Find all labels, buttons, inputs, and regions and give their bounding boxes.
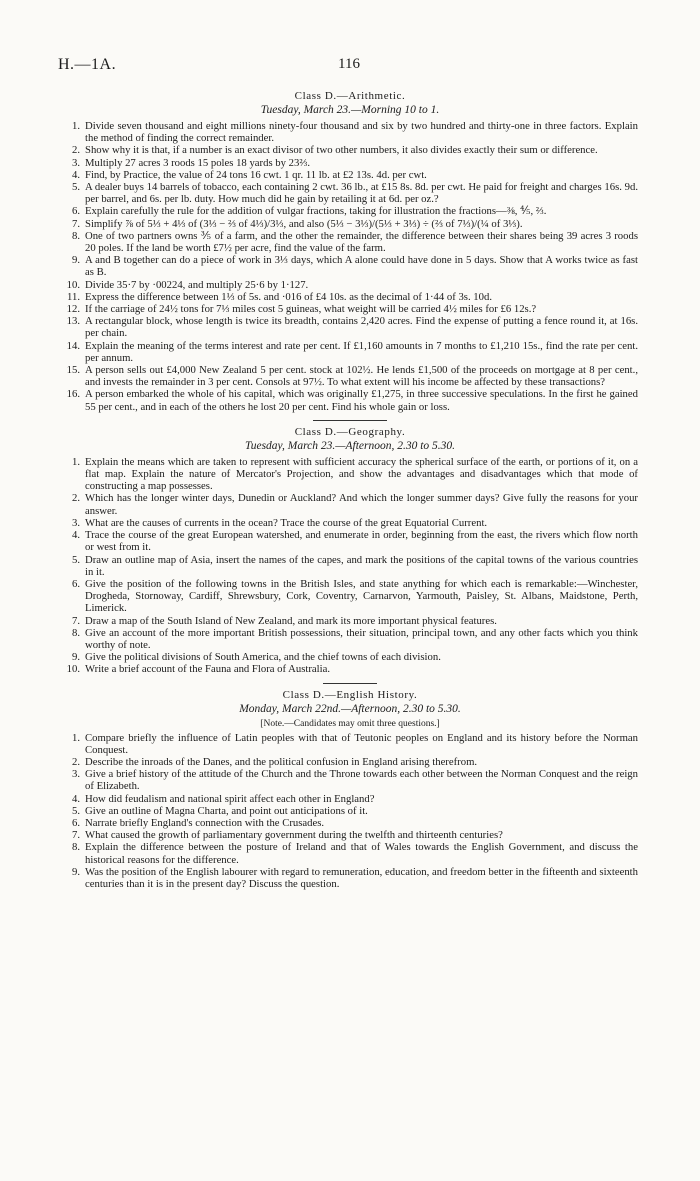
question-list <box>62 732 638 891</box>
question-item <box>62 817 638 829</box>
question-item <box>62 793 638 805</box>
question-item <box>62 169 638 181</box>
question-text: What are the causes of currents in the ocean? Trace the course of the great Equatorial Current. <box>85 516 488 529</box>
question-text: Trace the course of the great European watershed, and enumerate in order, beginning from the east, the rivers which flow north or west from it. <box>85 529 638 554</box>
question-text: A dealer buys 14 barrels of tobacco, each containing 2 cwt. 36 lb., at £15 8s. 8d. per cwt. He paid for freight and charges 16s. 9d. per barrel, and 6s. per lb. duty. How much did he gain by retailing it at 6d. per oz.? <box>85 181 638 206</box>
question-item <box>62 364 638 388</box>
question-number: 13. <box>66 315 80 328</box>
question-number: 3. <box>71 768 80 781</box>
question-number: 2. <box>71 144 80 157</box>
question-number: 8. <box>71 841 80 854</box>
question-item <box>62 279 638 291</box>
question-item <box>62 157 638 169</box>
question-number: 16. <box>66 388 80 401</box>
question-number: 9. <box>71 651 80 664</box>
question-text: A and B together can do a piece of work in 3⅓ days, which A alone could have done in 5 days. Show that A works twice as fast as B. <box>85 254 638 279</box>
question-text: Draw a map of the South Island of New Zealand, and mark its more important physical features. <box>85 614 497 627</box>
question-number: 1. <box>71 120 80 132</box>
question-text: Draw an outline map of Asia, insert the names of the capes, and mark the positions of the capital towns of the various countries in it. <box>85 553 638 578</box>
question-item <box>62 120 638 144</box>
question-text: A rectangular block, whose length is twice its breadth, contains 2,420 acres. Find the expense of putting a fence round it, at 16s. per chain. <box>85 315 638 340</box>
question-number: 1. <box>71 455 80 468</box>
question-list <box>62 456 638 676</box>
question-text: Explain the difference between the posture of Ireland and that of Wales towards the English Government, and discuss the historical reasons for the difference. <box>85 841 638 866</box>
question-item <box>62 205 638 217</box>
page-header <box>58 56 640 78</box>
question-item <box>62 315 638 339</box>
question-item <box>62 529 638 553</box>
question-item <box>62 578 638 615</box>
question-text: How did feudalism and national spirit affect each other in England? <box>85 792 375 805</box>
question-text: Describe the inroads of the Danes, and the political confusion in England arising therefrom. <box>85 755 478 768</box>
section-schedule: Monday, March 22nd.—Afternoon, 2.30 to 5.30. <box>239 702 461 715</box>
question-number: 5. <box>71 553 80 566</box>
question-number: 3. <box>71 156 80 169</box>
question-text: Find, by Practice, the value of 24 tons 16 cwt. 1 qr. 11 lb. at £2 13s. 4d. per cwt. <box>85 168 427 181</box>
question-number: 6. <box>71 577 80 590</box>
question-number: 4. <box>71 792 80 805</box>
question-text: What caused the growth of parliamentary government during the twelfth and thirteenth centuries? <box>85 829 503 842</box>
question-number: 4. <box>71 168 80 181</box>
question-item <box>62 866 638 890</box>
page-number: 116 <box>338 56 360 72</box>
question-number: 9. <box>71 254 80 267</box>
question-item <box>62 805 638 817</box>
question-number: 14. <box>66 339 80 352</box>
question-text: Was the position of the English labourer with regard to remuneration, education, and freedom better in the fifteenth and sixteenth centuries than it is in the present day? Discuss the question. <box>85 865 638 890</box>
section-schedule: Tuesday, March 23.—Afternoon, 2.30 to 5.30. <box>244 439 456 452</box>
question-number: 10. <box>66 663 80 676</box>
question-number: 2. <box>71 492 80 505</box>
question-text: Write a brief account of the Fauna and Flora of Australia. <box>85 663 330 676</box>
section-english-history <box>62 689 638 891</box>
section-title: Class D.—Arithmetic. <box>294 90 406 102</box>
question-number: 15. <box>66 364 80 377</box>
question-item <box>62 492 638 516</box>
section-schedule: Tuesday, March 23.—Morning 10 to 1. <box>260 104 440 116</box>
question-text: Compare briefly the influence of Latin peoples with that of Teutonic peoples on England and its history before the Norman Conquest. <box>85 731 638 756</box>
question-number: 12. <box>66 303 80 316</box>
page-body <box>62 86 638 890</box>
question-item <box>62 732 638 756</box>
question-number: 5. <box>71 181 80 194</box>
question-text: One of two partners owns ⅗ of a farm, and the other the remainder, the difference between their shares being 39 acres 3 roods 20 poles. If the land be worth £7½ per acre, find the value of the farm. <box>85 229 638 255</box>
question-item <box>62 517 638 529</box>
question-item <box>62 627 638 651</box>
question-number: 9. <box>71 865 80 878</box>
question-number: 1. <box>71 731 80 744</box>
question-number: 6. <box>71 205 80 218</box>
question-number: 8. <box>71 229 80 242</box>
question-number: 3. <box>71 516 80 529</box>
question-number: 8. <box>71 626 80 639</box>
question-item <box>62 615 638 627</box>
question-item <box>62 388 638 412</box>
question-text: Which has the longer winter days, Dunedin or Auckland? And which the longer summer days? Give fully the reasons for your answer. <box>85 492 638 517</box>
question-item <box>62 218 638 230</box>
section-arithmetic <box>62 90 638 413</box>
question-item <box>62 303 638 315</box>
question-text: A person sells out £4,000 New Zealand 5 per cent. stock at 102½. He lends £1,500 of the proceeds on mortgage at 8 per cent., and invests the remainder in 3 per cent. Consols at 97½. To what extent will his income be affected by these transactions? <box>85 364 638 389</box>
question-number: 7. <box>71 614 80 627</box>
question-text: Explain the means which are taken to represent with sufficient accuracy the spherical surface of the earth, or portions of it, on a flat map. Explain the nature of Mercator's Projection, and show the advantages and disadvantages which that mode of constructing a map possesses. <box>85 455 638 493</box>
question-number: 6. <box>71 816 80 829</box>
question-text: Show why it is that, if a number is an exact divisor of two other numbers, it also divides exactly their sum or difference. <box>85 144 598 157</box>
question-number: 7. <box>71 829 80 842</box>
question-text: Give an outline of Magna Charta, and point out anticipations of it. <box>85 804 368 817</box>
question-text: Explain the meaning of the terms interest and rate per cent. If £1,160 amounts in 7 months to £1,210 15s., find the rate per cent. per annum. <box>85 339 638 364</box>
question-text: Give a brief history of the attitude of the Church and the Throne towards each other between the Norman Conquest and the reign of Elizabeth. <box>85 768 638 793</box>
question-item <box>62 181 638 205</box>
section-note: [Note.—Candidates may omit three questions.] <box>260 718 440 729</box>
question-text: A person embarked the whole of his capital, which was originally £1,275, in three successive speculations. In the first he gained 55 per cent., and in each of the others he lost 20 per cent. Find his whole gain or loss. <box>85 388 638 413</box>
question-item <box>62 144 638 156</box>
question-item <box>62 456 638 493</box>
section-title: Class D.—English History. <box>282 688 418 701</box>
question-number: 4. <box>71 529 80 542</box>
question-number: 7. <box>71 217 80 230</box>
question-item <box>62 651 638 663</box>
section-geography <box>62 426 638 676</box>
question-text: If the carriage of 24½ tons for 7⅓ miles cost 5 guineas, what weight will be carried 4½ miles for £6 12s.? <box>85 303 537 316</box>
question-text: Divide seven thousand and eight millions ninety-four thousand and six by two hundred and thirty-one in three factors. Explain the method of finding the correct remainder. <box>85 120 638 145</box>
section-divider <box>313 420 387 421</box>
section-title: Class D.—Geography. <box>294 425 406 438</box>
question-item <box>62 829 638 841</box>
section-divider <box>323 683 377 684</box>
question-text: Explain carefully the rule for the addition of vulgar fractions, taking for illustration the fractions—⅜, ⅘, ⅔. <box>85 205 547 218</box>
question-text: Narrate briefly England's connection with the Crusades. <box>85 816 325 829</box>
question-text: Divide 35·7 by ·00224, and multiply 25·6 by 1·127. <box>85 278 309 291</box>
question-text: Give the political divisions of South America, and the chief towns of each division. <box>85 651 441 664</box>
question-item <box>62 663 638 675</box>
question-list <box>62 120 638 413</box>
question-item <box>62 254 638 278</box>
parliamentary-paper-reference: H.—1A. <box>58 56 117 73</box>
question-item <box>62 291 638 303</box>
question-item <box>62 841 638 865</box>
question-text: Simplify ⅞ of 5⅓ + 4⅓ of (3⅓ − ⅔ of 4⅓)/3⅓, and also (5⅓ − 3⅓)/(5⅓ + 3⅓) ÷ (⅔ of 7⅓)/(¼ of 3⅓). <box>85 217 523 230</box>
question-text: Give the position of the following towns in the British Isles, and state anything for which each is remarkable:—Winchester, Drogheda, Stornoway, Cardiff, Shrewsbury, Cork, Coventry, Carnarvon, Yarmouth, Paisley, St. Albans, Maidstone, Perth, Limerick. <box>85 577 638 615</box>
question-item <box>62 756 638 768</box>
question-number: 5. <box>71 804 80 817</box>
question-number: 2. <box>71 755 80 768</box>
question-item <box>62 554 638 578</box>
question-number: 11. <box>67 290 80 303</box>
question-item <box>62 768 638 792</box>
question-item <box>62 230 638 254</box>
question-text: Express the difference between 1⅓ of 5s. and ·016 of £4 10s. as the decimal of 1·44 of 3s. 10d. <box>85 290 493 303</box>
question-number: 10. <box>66 278 80 291</box>
question-text: Give an account of the more important British possessions, their situation, principal town, and any other facts which you think worthy of note. <box>85 626 638 651</box>
question-item <box>62 340 638 364</box>
question-text: Multiply 27 acres 3 roods 15 poles 18 yards by 23⅔. <box>85 156 311 169</box>
